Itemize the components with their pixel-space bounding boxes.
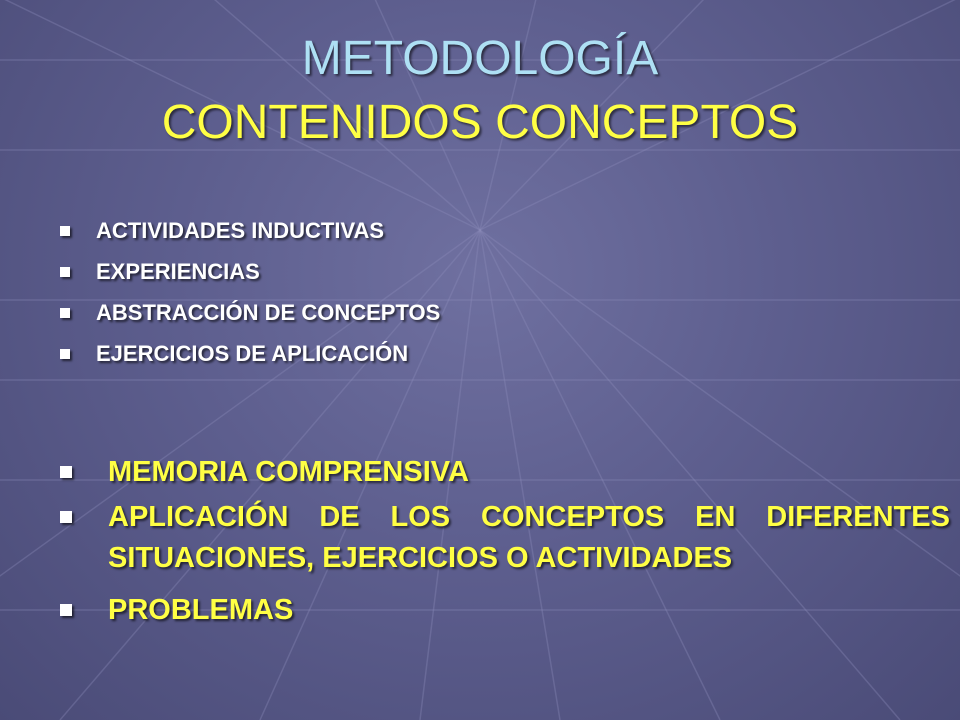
list-item-label: ACTIVIDADES INDUCTIVAS	[96, 218, 385, 243]
list-item-label: EJERCICIOS DE APLICACIÓN	[96, 341, 409, 366]
outcomes-list	[60, 452, 950, 642]
list-item	[60, 214, 760, 255]
list-item	[60, 590, 950, 631]
list-item	[60, 337, 760, 378]
list-item-label: EXPERIENCIAS	[96, 259, 260, 284]
activities-list	[60, 214, 760, 378]
square-bullet-icon	[60, 604, 72, 616]
list-item-label: MEMORIA COMPRENSIVA	[108, 456, 469, 488]
square-bullet-icon	[60, 349, 70, 359]
square-bullet-icon	[60, 308, 70, 318]
list-item	[60, 255, 760, 296]
square-bullet-icon	[60, 267, 70, 277]
list-item	[60, 452, 950, 493]
square-bullet-icon	[60, 466, 72, 478]
square-bullet-icon	[60, 511, 72, 523]
list-item-label: ABSTRACCIÓN DE CONCEPTOS	[96, 300, 441, 325]
list-item-label: APLICACIÓN DE LOS CONCEPTOS EN DIFERENTES SITUACIONES, EJERCICIOS O ACTIVIDADES	[108, 501, 950, 574]
list-item	[60, 497, 950, 579]
square-bullet-icon	[60, 226, 70, 236]
list-item	[60, 296, 760, 337]
slide-title: METODOLOGÍA	[301, 32, 659, 85]
list-item-label: PROBLEMAS	[108, 594, 294, 626]
slide-subtitle: CONTENIDOS CONCEPTOS	[161, 96, 799, 149]
